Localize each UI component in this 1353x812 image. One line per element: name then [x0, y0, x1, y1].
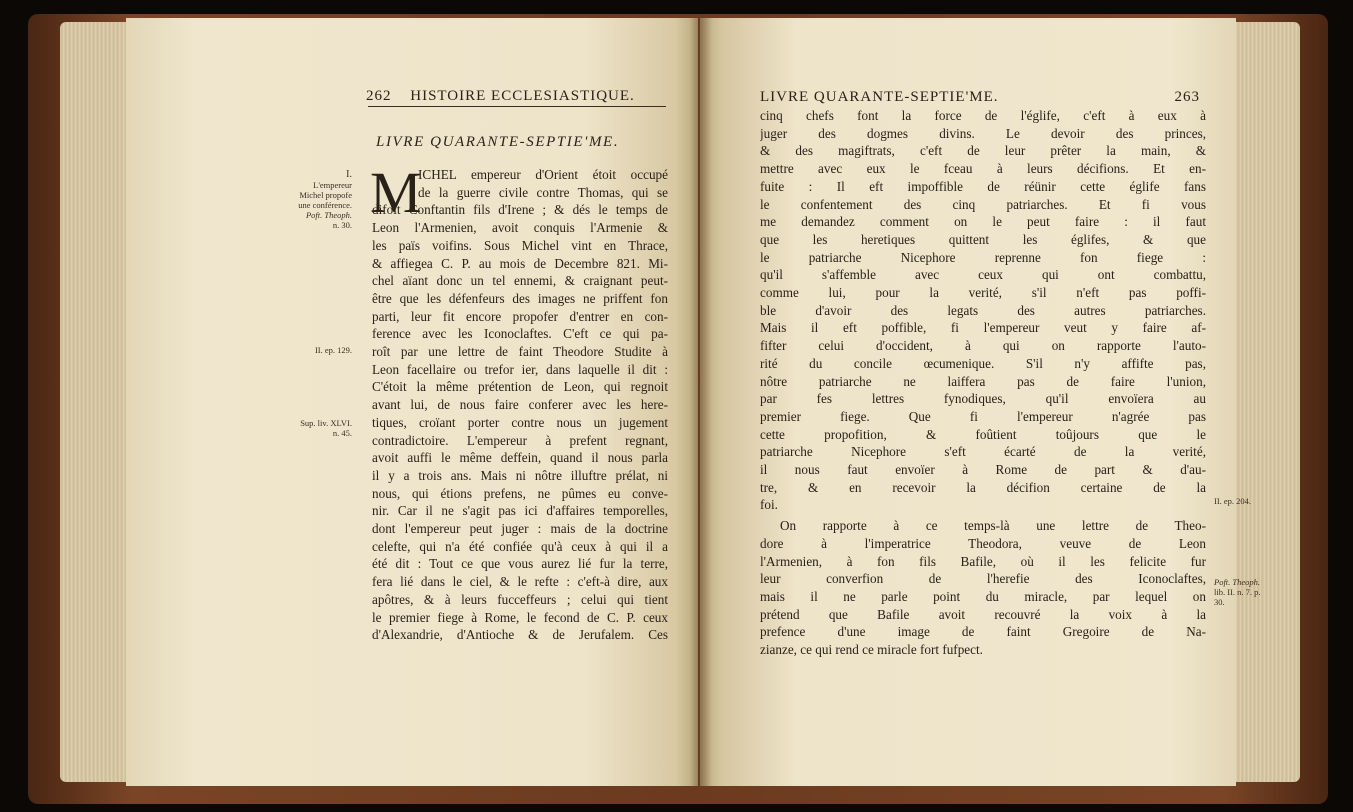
text-line: été dit : Tout ce que vous aurez lié fur la terre, [372, 556, 668, 572]
book-gutter [690, 18, 712, 786]
text-line: fera lié dans le ciel, & le refte : c'eft-à dire, aux [372, 574, 668, 590]
text-line: nôtre patriarche ne laiffera pas de faire l'union, [760, 373, 1206, 389]
margin-note-line: n. 30. [332, 220, 352, 230]
text-line: le confentement des cinq patriarches. Et fi vous [760, 196, 1206, 212]
text-line: il y a trois ans. Mais ni nôtre illuftre prélat, ni [372, 467, 668, 483]
header-rule [368, 106, 666, 107]
text-line: dore à l'imperatrice Theodora, veuve de Leon [760, 535, 1206, 551]
text-line: tiques, croïant porter contre nous un jugement [372, 414, 668, 430]
margin-note-line: Poft. Theoph. [1214, 577, 1261, 587]
text-line: On rapporte à ce temps-là une lettre de Theo- [780, 518, 1206, 534]
text-line: Mais il eft poffible, fi l'empereur veut y faire af- [760, 320, 1206, 336]
text-line: fifter celui d'occident, à qui on rapporte l'auto- [760, 338, 1206, 354]
text-line: Leon facellaire ou trefor ier, dans laquelle il dit : [372, 361, 668, 377]
margin-note-3 [276, 418, 352, 438]
text-line: fuite : Il eft impoffible de réünir cette églife fans [760, 178, 1206, 194]
margin-note-line: L'empereur [313, 180, 352, 190]
right-running-head [760, 89, 1200, 106]
text-line: leur converfion de l'herefie des Iconoclaftes, [760, 571, 1206, 587]
text-line: roît par une lettre de faint Theodore Studite à [372, 344, 668, 360]
margin-note-2: II. ep. 129. [314, 345, 352, 355]
text-line: il nous faut envoïer à Rome de part & d'au- [760, 462, 1206, 478]
text-line: chel aïant donc un tel ennemi, & craignant peut- [372, 273, 668, 289]
page-edges-right [1232, 22, 1300, 782]
text-line: zianze, ce qui rend ce miracle fort fufpect. [760, 642, 983, 658]
text-line: ference avec les Iconoclaftes. C'eft ce qui pa- [372, 326, 668, 342]
margin-note-line: n. 45. [332, 428, 352, 438]
text-line: prefence d'une image de faint Gregoire de Na- [760, 624, 1206, 640]
right-running-title: LIVRE QUARANTE-SEPTIE'ME. [760, 89, 999, 105]
text-line: avant lui, de nous faire conferer avec les here- [372, 397, 668, 413]
text-line: que les heretiques quittent les églifes, & que [760, 231, 1206, 247]
text-line: nir. Car il ne s'agit pas ici d'affaires temporelles, [372, 503, 668, 519]
text-line: d'Alexandrie, d'Antioche & de Jerufalem. Ces [372, 627, 668, 643]
text-line: foi. [760, 497, 778, 513]
text-line: apôtres, & à leurs fucceffeurs ; celui qui tient [372, 591, 668, 607]
section-title: LIVRE QUARANTE-SEPTIE'ME. [376, 134, 620, 150]
margin-note-line: Michel propofe [299, 190, 352, 200]
text-line: juger des dogmes divins. Le devoir des princes, [760, 125, 1206, 141]
text-line: Leon l'Armenien, avoit conquis l'Armenie & [372, 220, 668, 236]
margin-note-number: I. [346, 169, 352, 180]
text-line: comme lui, pour la verité, s'il n'eft pas poffi- [760, 285, 1206, 301]
left-page-number: 262 [366, 88, 392, 104]
margin-note-line: une conférence. [298, 200, 352, 210]
text-line: & affiegea C. P. au mois de Decembre 821. Mi- [372, 255, 668, 271]
margin-note-5 [1214, 577, 1278, 607]
text-line: celefte, qui n'a été confiée qu'à ceux à qui il a [372, 538, 668, 554]
right-page-number: 263 [1174, 89, 1200, 105]
text-line: cette propofition, & foûtient toûjours que le [760, 426, 1206, 442]
text-line: rité du concile œcumenique. S'il n'y affifte pas, [760, 355, 1206, 371]
text-line: difoit Conftantin fils d'Irene ; & dés le temps de [372, 202, 668, 218]
left-body-text [370, 160, 668, 644]
text-line: nous, qui étions prefens, ne pûmes eu conve- [372, 485, 668, 501]
text-line: ICHEL empereur d'Orient étoit occupé [418, 167, 668, 182]
text-line: ble d'avoir des legats des autres patriarches. [760, 302, 1206, 318]
margin-note-1 [276, 170, 352, 230]
text-line: contradictoire. L'empereur à prefent regnant, [372, 432, 668, 448]
text-line: C'étoit la même prétention de Leon, qui regnoit [372, 379, 668, 395]
text-line: patriarche Nicephore s'eft écarté de la verité, [760, 444, 1206, 460]
text-line: tre, & en recevoir la décifion certaine de la [760, 479, 1206, 495]
text-line: mais il ne parle point du miracle, par lequel on [760, 588, 1206, 604]
right-body-text [760, 107, 1206, 659]
text-line: prétend que Bafile avoit recouvré la voix à la [760, 606, 1206, 622]
margin-note-line: Poft. Theoph. [305, 210, 352, 220]
page-edges-left [60, 22, 130, 782]
text-line: de la guerre civile contre Thomas, qui se [418, 184, 668, 200]
text-line: par fes lettres fynodiques, qu'il envoïera au [760, 391, 1206, 407]
margin-note-line: Sup. liv. XLVI. [300, 418, 352, 428]
left-running-title: HISTOIRE ECCLESIASTIQUE. [410, 88, 635, 104]
margin-note-line: 30. [1214, 597, 1225, 607]
drop-cap: M [370, 160, 422, 225]
text-line: le premier fiege à Rome, le fecond de C. P. ceux [372, 609, 668, 625]
margin-note-line: lib. II. n. 7. p. [1214, 587, 1261, 597]
text-line: mettre avec eux le fceau à leurs décifions. Et en- [760, 161, 1206, 177]
text-line: me demandez comment on le peut faire : il faut [760, 214, 1206, 230]
margin-note-4: II. ep. 204. [1214, 496, 1252, 506]
text-line: être que les défenfeurs des images ne priffent fon [372, 290, 668, 306]
text-line: l'Armenien, à fon fils Bafile, où il les felicite fur [760, 553, 1206, 569]
text-line: cinq chefs font la force de l'églife, c'eft à eux à [760, 108, 1206, 123]
text-line: parti, leur fit encore propofer d'entrer en con- [372, 308, 668, 324]
text-line: le patriarche Nicephore reprenne fon fiege : [760, 249, 1206, 265]
text-line: premier fiege. Que fi l'empereur n'agrée pas [760, 408, 1206, 424]
left-running-head [366, 88, 666, 105]
text-line: avoit auffi le même deffein, quand il nous parla [372, 450, 668, 466]
text-line: les païs voifins. Sous Michel vint en Thrace, [372, 237, 668, 253]
text-line: & des magiftrats, c'eft de leur prêter la main, & [760, 143, 1206, 159]
text-line: dont l'empereur peut juger : mais de la doctrine [372, 521, 668, 537]
text-line: qu'il s'affemble avec ceux qui ont combattu, [760, 267, 1206, 283]
